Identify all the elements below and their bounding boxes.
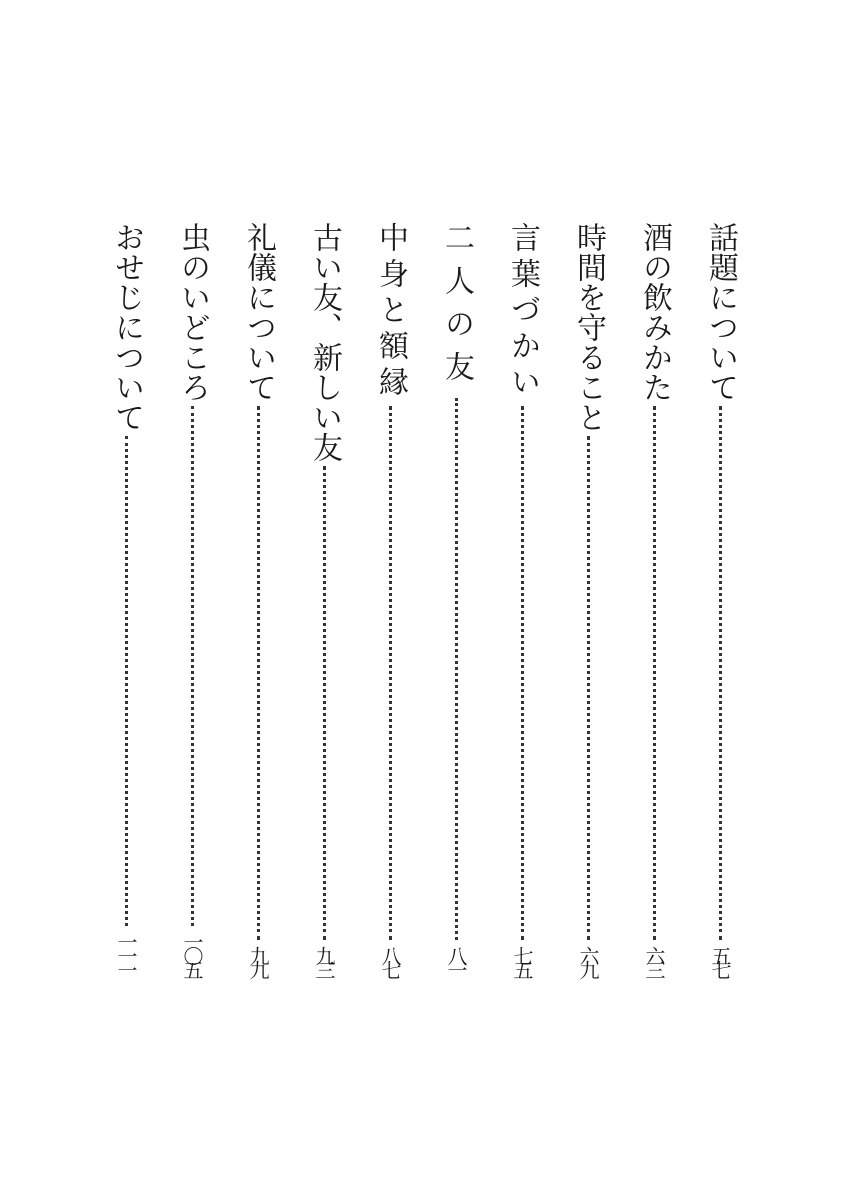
toc-entry-page-number: 五七: [708, 946, 732, 974]
toc-entry[interactable]: [307, 222, 341, 974]
toc-entry-title: 中身と額縁: [373, 222, 408, 402]
toc-entry[interactable]: [505, 222, 539, 974]
toc-entry-title: 時間を守ること: [571, 222, 606, 432]
toc-entry[interactable]: [109, 222, 143, 974]
dot-leader: [323, 466, 326, 940]
toc-entry-title: 話題について: [703, 222, 738, 402]
toc-entry[interactable]: [703, 222, 737, 974]
toc-entry-page-number: 六九: [576, 946, 600, 974]
dot-leader: [521, 406, 524, 940]
toc-entry[interactable]: [373, 222, 407, 974]
toc-entry[interactable]: [439, 222, 473, 974]
toc-entry-title: 二人の友: [439, 222, 474, 394]
dot-leader: [191, 406, 194, 926]
toc-entry-page-number: 九三: [312, 946, 336, 974]
dot-leader: [587, 436, 590, 940]
toc-entry[interactable]: [175, 222, 209, 974]
dot-leader: [389, 406, 392, 940]
toc-entry-page-number: 一〇五: [180, 932, 204, 974]
toc-entry-page-number: 八一: [444, 946, 468, 974]
dot-leader: [653, 406, 656, 940]
toc-entry-page-number: 一一一: [114, 932, 138, 974]
toc-entry-title: 礼儀について: [241, 222, 276, 402]
toc-entry-title: おせじについて: [109, 222, 144, 432]
toc-entry-page-number: 七五: [510, 946, 534, 974]
dot-leader: [455, 398, 458, 940]
toc-entry-title: 言葉づかい: [505, 222, 540, 402]
toc-entry-title: 虫のいどころ: [175, 222, 210, 402]
dot-leader: [257, 406, 260, 940]
toc-entry[interactable]: [637, 222, 671, 974]
toc-entry[interactable]: [241, 222, 275, 974]
toc-entry-page-number: 六三: [642, 946, 666, 974]
dot-leader: [719, 406, 722, 940]
toc-entry-page-number: 八七: [378, 946, 402, 974]
toc-entry-title: 古い友、新しい友: [307, 222, 342, 462]
toc-entry-title: 酒の飲みかた: [637, 222, 672, 402]
dot-leader: [125, 436, 128, 926]
toc-entry-page-number: 九九: [246, 946, 270, 974]
toc-entry[interactable]: [571, 222, 605, 974]
